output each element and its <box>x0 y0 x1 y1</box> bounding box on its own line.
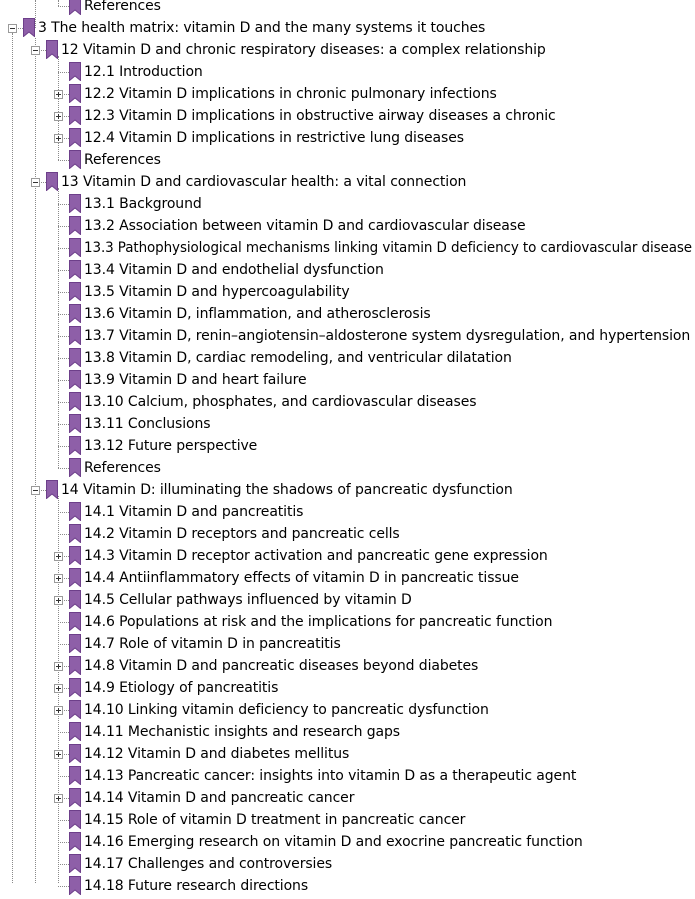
minus-icon[interactable] <box>31 178 40 187</box>
bookmark-item[interactable] <box>0 215 695 237</box>
bookmark-icon <box>69 502 81 521</box>
bookmark-icon <box>69 370 81 389</box>
bookmark-item[interactable] <box>0 325 695 347</box>
bookmark-label: 12.2 Vitamin D implications in chronic pulmonary infections <box>84 86 497 102</box>
bookmark-icon <box>69 656 81 675</box>
bookmark-label: 13 Vitamin D and cardiovascular health: a vital connection <box>61 174 467 190</box>
tree-connector <box>58 248 69 249</box>
tree-connector <box>58 314 69 315</box>
bookmark-label: 13.12 Future perspective <box>84 438 258 454</box>
bookmark-item[interactable] <box>0 501 695 523</box>
bookmark-icon <box>69 392 81 411</box>
bookmark-label: 13.8 Vitamin D, cardiac remodeling, and ventricular dilatation <box>84 350 512 366</box>
bookmark-icon <box>69 348 81 367</box>
tree-connector <box>58 864 69 865</box>
bookmark-icon <box>69 546 81 565</box>
tree-connector <box>58 402 69 403</box>
bookmark-item[interactable] <box>0 589 695 611</box>
bookmark-icon <box>69 766 81 785</box>
bookmark-label: 14.5 Cellular pathways influenced by vitamin D <box>84 592 412 608</box>
bookmark-item[interactable] <box>0 545 695 567</box>
plus-icon[interactable] <box>54 706 63 715</box>
bookmark-icon <box>69 612 81 631</box>
plus-icon[interactable] <box>54 684 63 693</box>
bookmark-item[interactable] <box>0 17 695 39</box>
bookmark-label: 14.1 Vitamin D and pancreatitis <box>84 504 304 520</box>
bookmark-icon <box>69 216 81 235</box>
bookmark-icon <box>69 788 81 807</box>
bookmark-icon <box>46 40 58 59</box>
bookmark-label: 14.16 Emerging research on vitamin D and exocrine pancreatic function <box>84 834 583 850</box>
bookmark-icon <box>23 18 35 37</box>
bookmark-icon <box>69 106 81 125</box>
bookmark-icon <box>69 568 81 587</box>
bookmark-label: 13.1 Background <box>84 196 202 212</box>
bookmark-label: 14.8 Vitamin D and pancreatic diseases beyond diabetes <box>84 658 479 674</box>
bookmark-icon <box>69 832 81 851</box>
tree-connector <box>58 424 69 425</box>
bookmark-item[interactable] <box>0 853 695 875</box>
bookmark-item[interactable] <box>0 721 695 743</box>
bookmark-label: 3 The health matrix: vitamin D and the many systems it touches <box>38 20 486 36</box>
bookmark-item[interactable] <box>0 391 695 413</box>
bookmark-item[interactable] <box>0 765 695 787</box>
bookmark-icon <box>69 700 81 719</box>
bookmark-item[interactable] <box>0 809 695 831</box>
bookmark-item[interactable] <box>0 127 695 149</box>
plus-icon[interactable] <box>54 574 63 583</box>
bookmark-item[interactable] <box>0 633 695 655</box>
tree-connector <box>58 358 69 359</box>
tree-connector <box>58 776 69 777</box>
bookmark-item[interactable] <box>0 61 695 83</box>
bookmark-item[interactable] <box>0 699 695 721</box>
bookmark-label: 14.15 Role of vitamin D treatment in pancreatic cancer <box>84 812 466 828</box>
bookmark-icon <box>69 458 81 477</box>
bookmark-item[interactable] <box>0 523 695 545</box>
bookmark-icon <box>69 326 81 345</box>
plus-icon[interactable] <box>54 750 63 759</box>
bookmark-item[interactable] <box>0 281 695 303</box>
tree-connector <box>58 732 69 733</box>
bookmark-icon <box>69 810 81 829</box>
bookmark-item[interactable] <box>0 655 695 677</box>
tree-connector <box>58 842 69 843</box>
bookmark-label: 14.3 Vitamin D receptor activation and pancreatic gene expression <box>84 548 548 564</box>
bookmark-label: 12.1 Introduction <box>84 64 203 80</box>
bookmark-label: 14.17 Challenges and controversies <box>84 856 333 872</box>
tree-connector <box>58 622 69 623</box>
bookmark-icon <box>69 194 81 213</box>
tree-connector <box>58 270 69 271</box>
bookmark-icon <box>69 238 81 257</box>
bookmark-label: 12.4 Vitamin D implications in restrictive lung diseases <box>84 130 464 146</box>
minus-icon[interactable] <box>8 24 17 33</box>
bookmark-label: 13.7 Vitamin D, renin–angiotensin–aldosterone system dysregulation, and hypertension <box>84 328 691 344</box>
bookmark-item[interactable] <box>0 83 695 105</box>
tree-connector <box>58 380 69 381</box>
bookmark-label: 14.9 Etiology of pancreatitis <box>84 680 279 696</box>
bookmark-item[interactable] <box>0 237 695 259</box>
tree-connector <box>58 886 69 887</box>
bookmark-icon <box>69 282 81 301</box>
bookmark-item[interactable] <box>0 105 695 127</box>
bookmark-item[interactable] <box>0 149 695 171</box>
minus-icon[interactable] <box>31 486 40 495</box>
bookmark-icon <box>69 128 81 147</box>
bookmark-icon <box>69 414 81 433</box>
bookmark-icon <box>69 436 81 455</box>
bookmark-item[interactable] <box>0 435 695 457</box>
tree-connector <box>58 644 69 645</box>
bookmark-icon <box>69 590 81 609</box>
bookmark-item[interactable] <box>0 787 695 809</box>
bookmark-icon <box>69 722 81 741</box>
bookmark-label: 14 Vitamin D: illuminating the shadows of pancreatic dysfunction <box>61 482 513 498</box>
bookmark-label: 13.4 Vitamin D and endothelial dysfunction <box>84 262 384 278</box>
bookmark-label: 14.7 Role of vitamin D in pancreatitis <box>84 636 341 652</box>
bookmark-icon <box>69 84 81 103</box>
tree-connector <box>58 512 69 513</box>
bookmark-label: 13.5 Vitamin D and hypercoagulability <box>84 284 350 300</box>
bookmark-label: 12.3 Vitamin D implications in obstructive airway diseases a chronic <box>84 108 556 124</box>
bookmark-item[interactable] <box>0 875 695 897</box>
bookmark-item[interactable] <box>0 479 695 501</box>
bookmark-label: References <box>84 152 161 168</box>
tree-connector <box>58 160 69 161</box>
bookmark-item[interactable] <box>0 0 695 17</box>
bookmark-label: 14.13 Pancreatic cancer: insights into vitamin D as a therapeutic agent <box>84 768 577 784</box>
bookmark-label: 12 Vitamin D and chronic respiratory diseases: a complex relationship <box>61 42 546 58</box>
bookmark-item[interactable] <box>0 303 695 325</box>
bookmark-label: 14.6 Populations at risk and the implications for pancreatic function <box>84 614 553 630</box>
bookmark-item[interactable] <box>0 193 695 215</box>
plus-icon[interactable] <box>54 794 63 803</box>
tree-connector <box>58 292 69 293</box>
bookmark-icon <box>69 524 81 543</box>
bookmark-label: 13.3 Pathophysiological mechanisms linking vitamin D deficiency to cardiovascular disease <box>84 240 692 256</box>
bookmark-label: 14.4 Antiinflammatory effects of vitamin D in pancreatic tissue <box>84 570 519 586</box>
bookmark-item[interactable] <box>0 347 695 369</box>
tree-connector <box>58 6 69 7</box>
bookmark-icon <box>69 634 81 653</box>
bookmark-label: 14.11 Mechanistic insights and research gaps <box>84 724 400 740</box>
bookmark-icon <box>46 172 58 191</box>
bookmark-label: References <box>84 460 161 476</box>
bookmark-label: 13.2 Association between vitamin D and cardiovascular disease <box>84 218 526 234</box>
bookmark-icon <box>69 744 81 763</box>
bookmark-label: References <box>84 0 161 14</box>
bookmark-icon <box>69 150 81 169</box>
bookmark-label: 14.12 Vitamin D and diabetes mellitus <box>84 746 350 762</box>
tree-connector <box>58 226 69 227</box>
bookmark-item[interactable] <box>0 611 695 633</box>
plus-icon[interactable] <box>54 552 63 561</box>
bookmark-item[interactable] <box>0 39 695 61</box>
bookmark-label: 13.11 Conclusions <box>84 416 211 432</box>
bookmark-label: 13.9 Vitamin D and heart failure <box>84 372 307 388</box>
plus-icon[interactable] <box>54 134 63 143</box>
bookmark-item[interactable] <box>0 457 695 479</box>
bookmark-item[interactable] <box>0 171 695 193</box>
plus-icon[interactable] <box>54 90 63 99</box>
bookmark-icon <box>69 876 81 895</box>
bookmark-icon <box>69 260 81 279</box>
bookmark-label: 14.2 Vitamin D receptors and pancreatic cells <box>84 526 400 542</box>
minus-icon[interactable] <box>31 46 40 55</box>
bookmark-icon <box>69 0 81 15</box>
plus-icon[interactable] <box>54 662 63 671</box>
plus-icon[interactable] <box>54 112 63 121</box>
bookmark-label: 14.14 Vitamin D and pancreatic cancer <box>84 790 355 806</box>
plus-icon[interactable] <box>54 596 63 605</box>
bookmark-icon <box>69 62 81 81</box>
bookmark-item[interactable] <box>0 567 695 589</box>
bookmark-icon <box>46 480 58 499</box>
tree-connector <box>58 336 69 337</box>
tree-connector <box>58 820 69 821</box>
bookmark-label: 13.6 Vitamin D, inflammation, and atherosclerosis <box>84 306 431 322</box>
bookmark-item[interactable] <box>0 743 695 765</box>
tree-connector <box>58 446 69 447</box>
bookmark-icon <box>69 678 81 697</box>
tree-connector <box>58 468 69 469</box>
bookmark-label: 14.10 Linking vitamin deficiency to pancreatic dysfunction <box>84 702 489 718</box>
bookmark-item[interactable] <box>0 677 695 699</box>
bookmark-item[interactable] <box>0 369 695 391</box>
bookmark-label: 13.10 Calcium, phosphates, and cardiovascular diseases <box>84 394 477 410</box>
bookmark-item[interactable] <box>0 259 695 281</box>
bookmark-item[interactable] <box>0 413 695 435</box>
tree-connector <box>58 204 69 205</box>
tree-connector <box>58 72 69 73</box>
bookmark-icon <box>69 304 81 323</box>
tree-connector <box>58 534 69 535</box>
bookmark-item[interactable] <box>0 831 695 853</box>
bookmark-label: 14.18 Future research directions <box>84 878 309 894</box>
bookmark-icon <box>69 854 81 873</box>
